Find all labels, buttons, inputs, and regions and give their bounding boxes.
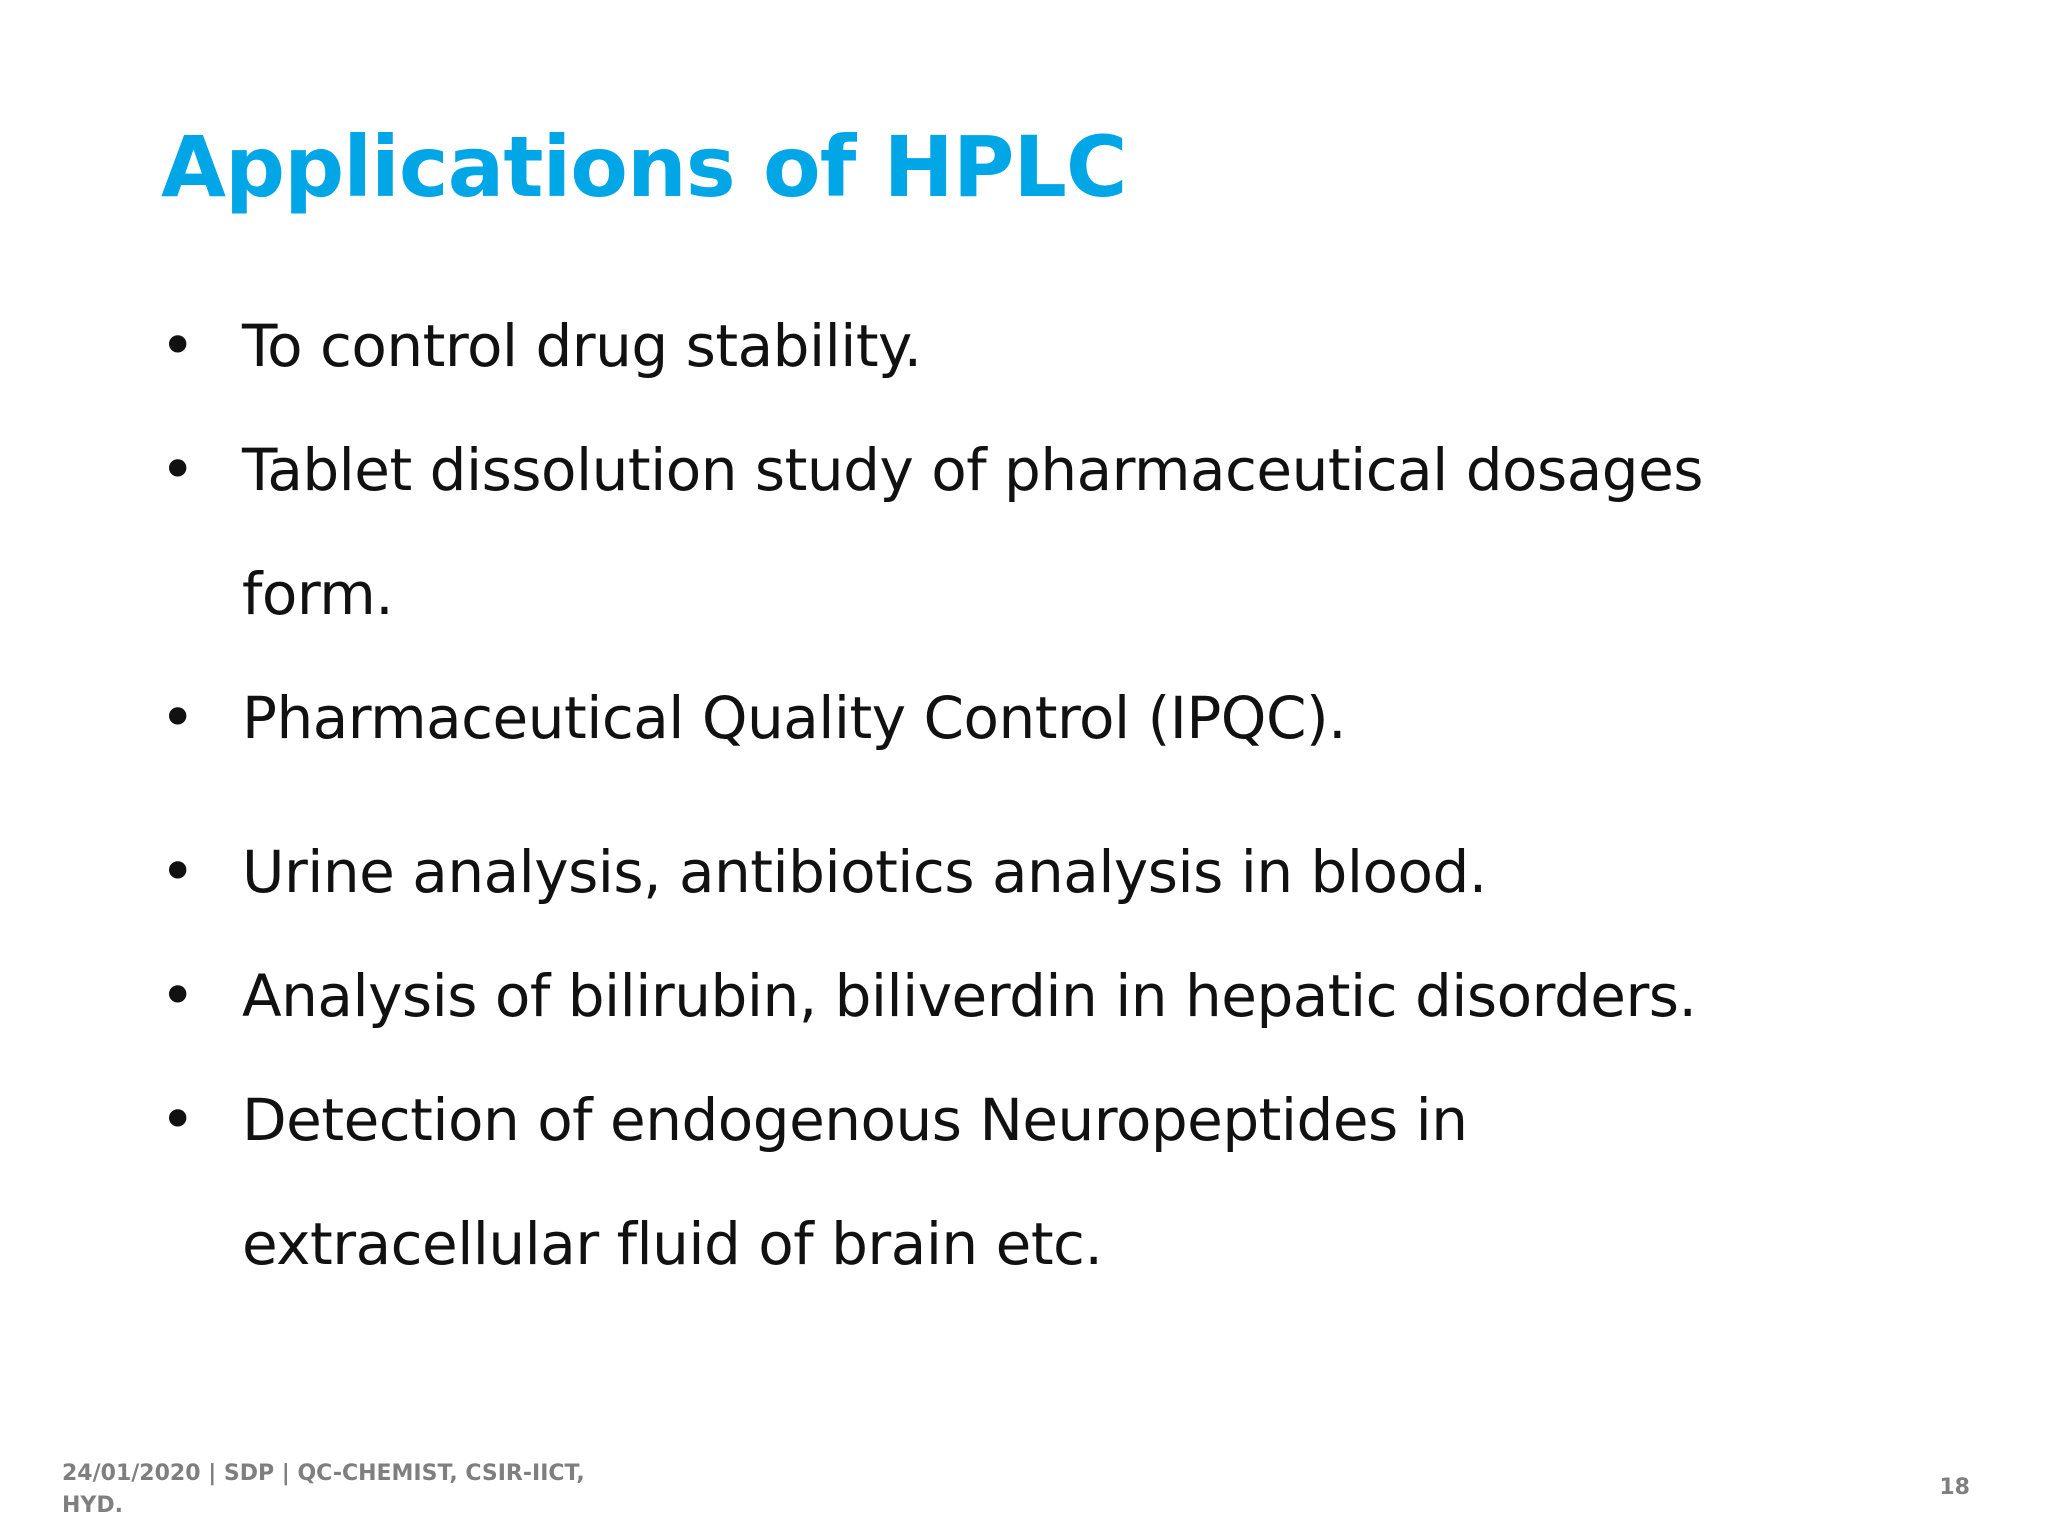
bullet-icon: • bbox=[160, 311, 196, 381]
bullet-text: Tablet dissolution study of pharmaceutical dosages bbox=[242, 436, 1703, 504]
footer-text: 24/01/2020 | SDP | QC-CHEMIST, CSIR-IICT, HYD. bbox=[62, 1461, 585, 1518]
slide-title: Applications of HPLC bbox=[161, 118, 1127, 216]
bullet-text-continuation: form. bbox=[242, 560, 394, 628]
bullet-text: Pharmaceutical Quality Control (IPQC). bbox=[242, 684, 1347, 752]
bullet-text-continuation: extracellular fluid of brain etc. bbox=[242, 1210, 1103, 1278]
bullet-icon: • bbox=[160, 435, 196, 505]
bullet-text: Detection of endogenous Neuropeptides in bbox=[242, 1086, 1468, 1154]
bullet-text: Analysis of bilirubin, biliverdin in hepatic disorders. bbox=[242, 962, 1697, 1030]
bullet-icon: • bbox=[160, 837, 196, 907]
bullet-icon: • bbox=[160, 961, 196, 1031]
bullet-icon: • bbox=[160, 683, 196, 753]
bullet-text: Urine analysis, antibiotics analysis in blood. bbox=[242, 838, 1487, 906]
bullet-text: To control drug stability. bbox=[242, 312, 922, 380]
bullet-icon: • bbox=[160, 1085, 196, 1155]
page-number: 18 bbox=[1939, 1475, 1970, 1500]
